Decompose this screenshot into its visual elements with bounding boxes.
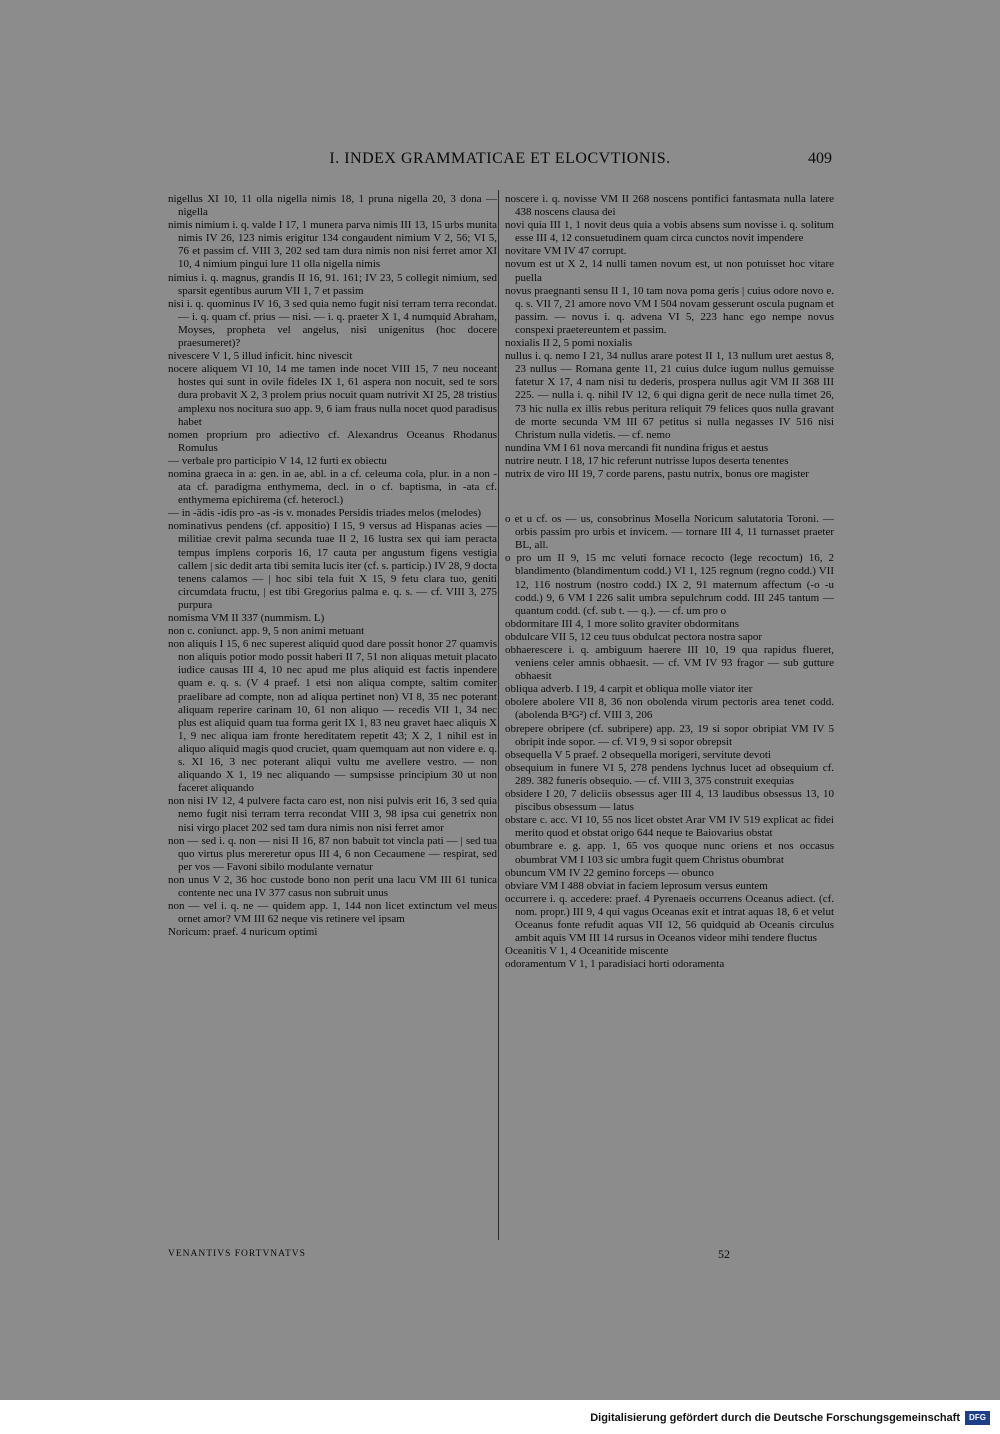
left-column-entry: non aliquis I 15, 6 nec superest aliquid quod dare possit honor 27 quamvis non aliquis potior modo possit haberi II 7, 51 non aliquas metuit placato iudice causas III 4, 10 nec apud me plus aliquid est factis inpendere quam e. q. s. (V 4 praef. 1 etsi non aliqua compte, saltim comiter praelibare ad compte, non ad aliqua pertinet non) VI 8, 35 nec poterant aliquam reperire carinam 10, 61 non aliquo — recedis VII 1, 34 nec plus est aliquid quam tua forma gerit IX 1, 83 neu gravet haec aliquis X 1, 9 nec aliqua iam fronte hereditatem repetit 43; X 2, 1 nihil est in aliquo aliquid magis quod cruciet, quam quemquam aut non videre e. q. s. XI 16, 3 nec poterant aliqui vultu me avellere vestro. — non aliquando X 1, 19 nec aliquando — sumpsisse principium 30 ut non faceret aliquando [168, 638, 497, 795]
right-column-entry: obstare c. acc. VI 10, 55 nos licet obstet Arar VM IV 519 explicat ac fidei merito quod et obstat origo 644 neque te Baiovarius obstat [505, 814, 834, 840]
left-column-entry: non nisi IV 12, 4 pulvere facta caro est, non nisi pulvis erit 16, 3 sed quia nemo fugit nisi terram terra recondat VIII 3, 98 ipsa cui genetrix non nisi virgo placet 202 sed tam dura nimis non nisi ferret amor [168, 795, 497, 834]
right-column-entry: obolere abolere VII 8, 36 non obolenda virum pectoris area tenet codd. (abolenda B²G²) cf. VIII 3, 206 [505, 696, 834, 722]
section-gap [505, 481, 834, 513]
printer-signature: VENANTIVS FORTVNATVS [168, 1249, 306, 1259]
right-column-entry: nutrix de viro III 19, 7 corde parens, pastu nutrix, bonus ore magister [505, 467, 809, 480]
right-column-entry: obuncum VM IV 22 gemino forceps — obunco [505, 866, 714, 879]
right-column-entry: nullus i. q. nemo I 21, 34 nullus arare potest II 1, 13 nullum uret aestus 8, 23 nullus — Romana gente 11, 21 cuius dulce iugum nullus gemuisse fatetur X 17, 4 nam nisi tu dederis, prospera nullus agit VM II 368 III 225. — nulla i. q. nihil IV 12, 6 qui digna gerit de nece nulla timet 26, 73 hic nulla ex illis rebus peritura reliquit 79 felices quos nulla gravant de morte secunda VM III 67 petitus si nulla negasses IV 516 nisi Christum nulla videtis. — cf. nemo [505, 350, 834, 441]
left-column-entry: nigellus XI 10, 11 olla nigella nimis 18, 1 pruna nigella 20, 3 dona — nigella [168, 193, 497, 219]
left-column-entry: nimius i. q. magnus, grandis II 16, 91. 161; IV 23, 5 collegit nimium, sed sparsit egentibus aurum VII 1, 7 et passim [168, 271, 497, 297]
funding-text: Digitalisierung gefördert durch die Deutsche Forschungsgemeinschaft [590, 1412, 960, 1424]
left-column-entry: Noricum: praef. 4 nuricum optimi [168, 926, 318, 939]
left-column-entry: nisi i. q. quominus IV 16, 3 sed quia nemo fugit nisi terram terra recondat. — i. q. quam cf. prius — nisi. — i. q. praeter X 1, 4 numquid Abraham, Moyses, propheta vel angelus, nisi unigenitus (hoc docere praesumeret)? [168, 297, 497, 350]
funding-banner [0, 1400, 1000, 1434]
left-column [168, 193, 497, 939]
right-column-entry: obsidere I 20, 7 deliciis obsessus ager III 4, 13 laudibus obsessus 13, 10 piscibus obsessum — latus [505, 788, 834, 814]
right-column-entry: novus praegnanti sensu II 1, 10 tam nova poma geris | cuius odore novo e. q. s. VII 7, 21 amore novo VM I 504 novam gesserunt oscula pugnam et passim. — novus i. q. advena VI 5, 223 hanc ego nempe novus conspexi praetereuntem et passim. [505, 284, 834, 336]
page-header [168, 150, 832, 174]
dfg-logo-icon: DFG [965, 1411, 990, 1425]
right-column [505, 193, 834, 971]
left-column-entry: nomisma VM II 337 (nummism. L) [168, 612, 325, 624]
right-column-entry: obhaerescere i. q. ambiguum haerere III 10, 19 qua rapidus flueret, veniens celer amnis obhaesit. — cf. VM IV 93 fragor — sub gutture obhaesit [505, 644, 834, 683]
right-column-entry: occurrere i. q. accedere: praef. 4 Pyrenaeis occurrens Oceanus adiect. (cf. nom. propr.) III 9, 4 qui vagus Oceanas exit et intrat aquas 18, 6 et velut Oceanus fonte refudit aquas VII 12, 56 quidquid ab Oceanis circulus ambit aquis VM III 14 rursus in Oceanos videor mihi tendere fluctus [505, 892, 834, 945]
right-column-entry: obliqua adverb. I 19, 4 carpit et obliqua molle viator iter [505, 683, 753, 696]
left-column-entry: nimis nimium i. q. valde I 17, 1 munera parva nimis III 13, 15 urbs munita nimis IV 26, 123 nimis erigitur 134 congaudent nimium V 2, 56; VI 5, 76 et passim cf. VIII 3, 202 sed tam dura nimis non nisi ferret amor XI 10, 4 nimium pingui lure 11 olla nigella nimis [168, 219, 497, 271]
left-column-entry: non c. coniunct. app. 9, 5 non animi metuant [168, 625, 365, 638]
right-column-entry: obviare VM I 488 obviat in faciem leprosum versus euntem [505, 879, 768, 892]
left-column-entry: nomen proprium pro adiectivo cf. Alexandrus Oceanus Rhodanus Romulus [168, 428, 497, 454]
left-column-entry: non — vel i. q. ne — quidem app. 1, 144 non licet extinctum vel meus ornet amor? VM III 62 neque vis retinere vel ipsam [168, 900, 497, 926]
right-column-entry: odoramentum V 1, 1 paradisiaci horti odoramenta [505, 958, 725, 971]
right-column-entry: obumbrare e. g. app. 1, 65 vos quoque nunc oriens et nos occasus obumbrat VM I 103 sic umbra fugit quem Christus obumbrat [505, 840, 834, 866]
right-column-entry: novi quia III 1, 1 novit deus quia a vobis absens sum novisse i. q. solitum esse III 4, 12 consuetudinem quam circa cunctos novit impendere [505, 219, 834, 245]
left-column-entry: nocere aliquem VI 10, 14 me tamen inde nocet VIII 15, 7 neu noceant hostes qui sunt in ovile fideles IX 1, 61 aspera non nocuit, sed te sors dura probavit X 2, 3 prolem prius nocuit quam nutrivit XI 25, 28 tristius amplexu nos nocitura suo app. 9, 6 iam fraus nulla nocet quod paradisus habet [168, 363, 497, 428]
left-column-entry: nivescere V 1, 5 illud inficit. hinc nivescit [168, 350, 353, 363]
right-column-entry: nutrire neutr. I 18, 17 hic referunt nutrisse lupos deserta tenentes [505, 454, 789, 467]
left-column-entry: nomina graeca in a: gen. in ae, abl. in a cf. celeuma cola, plur. in a non -ata cf. paradigma enthymema, decl. in o cf. baptisma, in -ata cf. enthymema epichirema (cf. heterocl.) [168, 467, 497, 507]
right-column-entry: obdulcare VII 5, 12 ceu tuus obdulcat pectora nostra sapor [505, 630, 762, 643]
right-column-entry: obsequium in funere VI 5, 278 pendens lychnus lucet ad obsequium cf. 289. 382 funeris obsequio. — cf. VIII 3, 375 construit exequias [505, 761, 834, 787]
right-column-entry: Oceanitis V 1, 4 Oceanitide miscente [505, 945, 669, 958]
right-column-entry: obsequella V 5 praef. 2 obsequella morigeri, servitute devoti [505, 748, 771, 761]
sheet-number: 52 [718, 1247, 730, 1261]
right-column-entry: noxialis II 2, 5 pomi noxialis [505, 337, 633, 350]
right-column-entry: novum est ut X 2, 14 nulli tamen novum est, ut non potuisset hoc vitare puella [505, 258, 834, 284]
left-column-entry: non — sed i. q. non — nisi II 16, 87 non babuit tot vincla pati — | sed tua quo virtus plus mereretur opus III 4, 6 non Cecaumene — respirat, sed per vos — Favoni sibilo modulante vernatur [168, 834, 497, 873]
column-divider [498, 190, 499, 1240]
left-column-entry: non unus V 2, 36 hoc custode bono non perit una lacu VM III 61 tunica contente nec una IV 377 casus non subruit unus [168, 873, 497, 899]
left-column-entry: — verbale pro participio V 14, 12 furti ex obiectu [168, 454, 387, 467]
left-column-entry: — in -ädis -idis pro -as -is v. monades Persidis triades melos (melodes) [168, 507, 482, 520]
right-column-entry: o et u cf. os — us, consobrinus Mosella Noricum salutatoria Toroni. — orbis passim pro urbis et invicem. — tornare III 4, 11 turnasset praeter BL, all. [505, 513, 834, 552]
right-column-entry: obdormitare III 4, 1 more solito graviter obdormitans [505, 617, 739, 630]
right-column-entry: o pro um II 9, 15 mc veluti fornace recocto (lege recoctum) 16, 2 blandimento (blandimentum codd.) VI 1, 125 regnum (regno codd.) VII 12, 116 nostrum (nostro codd.) IX 2, 91 maternum affectum (-o -u codd.) 9, 6 VM I 226 salit umbra sepulchrum codd. III 245 tantum — quantum codd. (cf. sub t. — q.). — cf. um pro o [505, 552, 834, 617]
right-column-entry: noscere i. q. novisse VM II 268 noscens pontifici fantasmata nulla latere 438 noscens clausa dei [505, 193, 834, 219]
right-column-entry: nundina VM I 61 nova mercandi fit nundina frigus et aestus [505, 441, 769, 454]
right-column-entry: novitare VM IV 47 corrupt. [505, 245, 627, 258]
left-column-entry: nominativus pendens (cf. appositio) I 15, 9 versus ad Hispanas acies — militiae crevit palma secunda tuae II 2, 16 lustra sex qui iam peracta tempus implens corporis 16, 17 cauta per angustum figens vestigia callem | sic dedit arta tibi semita lucis iter (cf. s. particip.) IV 28, 9 docta tenens calamos — | hoc sibi tela fuit X 15, 9 fetu clara tuo, geniti circumdata fructu, | est tibi Gregorius palma e. q. s. — cf. VIII 3, 275 purpura [168, 520, 497, 611]
page-number: 409 [808, 150, 832, 167]
right-column-entry: obrepere obripere (cf. subripere) app. 23, 19 si sopor obripiat VM IV 5 obripit inde sopor. — cf. VI 9, 9 si sopor obrepsit [505, 722, 834, 748]
running-title: I. INDEX GRAMMATICAE ET ELOCVTIONIS. [329, 150, 671, 167]
